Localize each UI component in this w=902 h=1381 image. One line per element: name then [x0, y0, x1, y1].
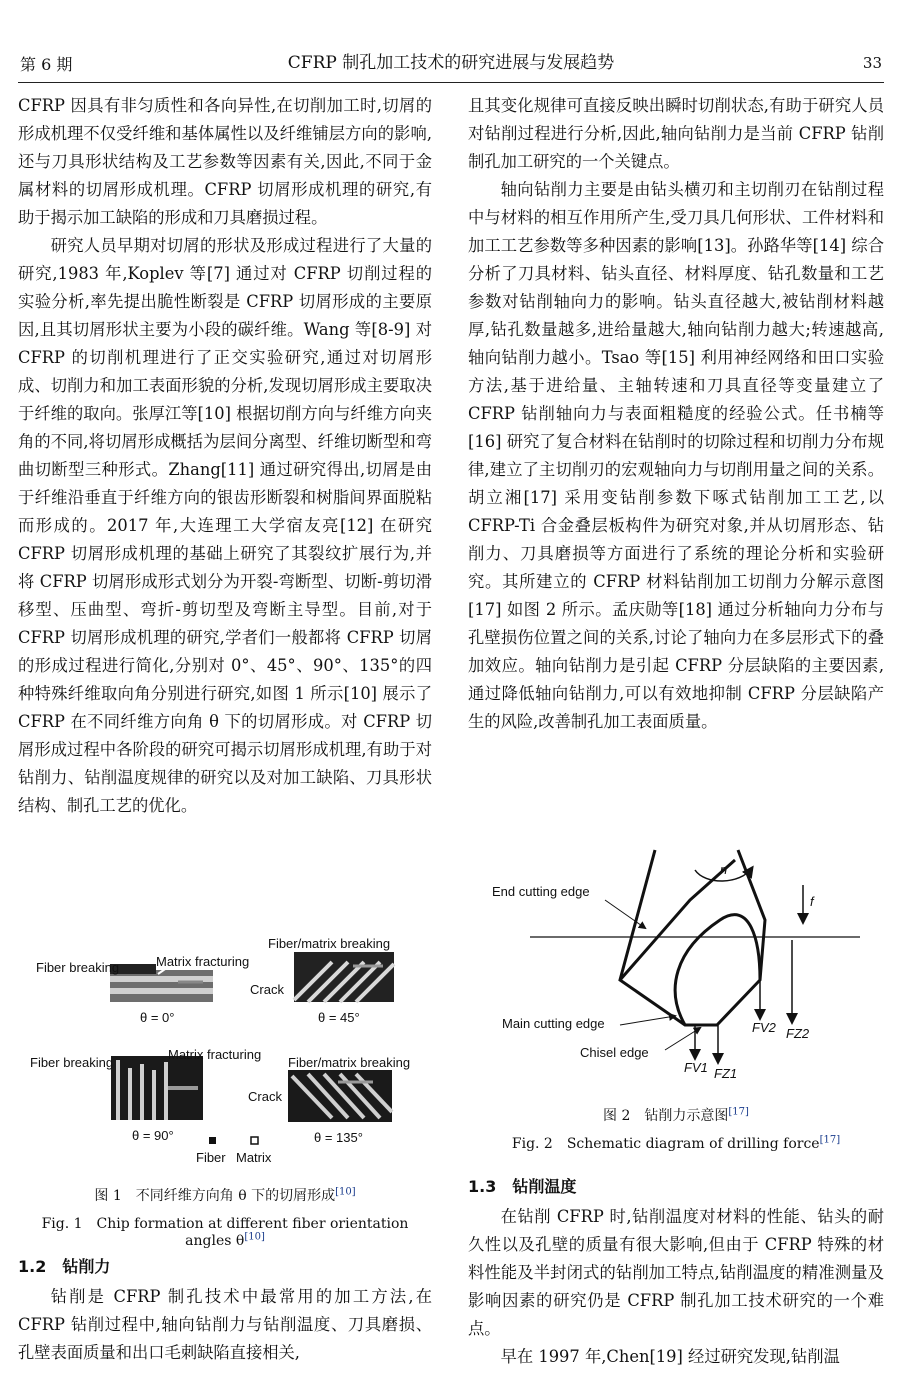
label-theta-90: θ = 90°: [132, 1128, 174, 1143]
journal-issue: 第 6 期: [20, 55, 73, 74]
left-column-top: [18, 92, 432, 820]
panel-theta-135: [288, 1070, 392, 1122]
label-matrix-fracturing-0: Matrix fracturing: [156, 954, 250, 969]
label-fiber-matrix-breaking-45: Fiber/matrix breaking: [268, 936, 391, 951]
label-fiber-breaking-0: Fiber breaking: [36, 960, 120, 975]
right-paragraph-2: 轴向钻削力主要是由钻头横刃和主切削刃在钻削过程中与材料的相互作用所产生,受刀具几何形状、工件材料和加工工艺参数等多种因素的影响[13]。孙路华等[14] 综合分析了刀具材料、钻头直径、材料厚度、钻孔数量和工艺参数对钻削轴向力的影响。钻头直径越大,被钻削材料越厚,钻孔数量越多,进给量越大,轴向钻削力越大;转速越高,轴向钻削力越小。Tsao 等[15] 利用神经网络和田口实验方法,基于进给量、主轴转速和刀具直径等变量建立了 CFRP 钻削轴向力与表面粗糙度的经验公式。任书楠等[16] 研究了复合材料在钻削时的切除过程和切削力分布规律,建立了主切削刃的宏观轴向力与切削用量之间的关系。胡立湘[17] 采用变钻削参数下啄式钻削加工工艺,以 CFRP-Ti 合金叠层板构件为研究对象,并从切屑形态、钻削力、刀具磨损等方面进行了系统的理论分析和实验研究。其所建立的 CFRP 材料钻削加工切削力分解示意图[17] 如图 2 所示。孟庆勋等[18] 通过分析轴向力分布与孔壁损伤位置之间的关系,讨论了轴向力在多层形式下的叠加效应。轴向钻削力是引起 CFRP 分层缺陷的主要因素,通过降低轴向钻削力,可以有效地抑制 CFRP 分层缺陷产生的风险,改善制孔加工表面质量。: [468, 180, 884, 731]
label-fv1: FV1: [684, 1060, 708, 1075]
right-column-bottom: [468, 1174, 884, 1371]
right-column-top: [468, 92, 884, 736]
page-header: [20, 48, 882, 78]
label-theta-45: θ = 45°: [318, 1010, 360, 1025]
header-rule: [18, 82, 884, 83]
section-1-2-heading: 1.2 钻削力: [18, 1257, 111, 1276]
label-main-cutting-edge: Main cutting edge: [502, 1016, 605, 1031]
label-crack-45: Crack: [250, 982, 284, 997]
figure-1: [18, 930, 432, 1170]
page-number: 33: [862, 54, 882, 72]
label-rotation-n: n: [720, 862, 728, 877]
figure-1-caption-en: Fig. 1 Chip formation at different fiber orientation angles θ[10]: [41, 1216, 409, 1249]
section-1-3-heading: 1.3 钻削温度: [468, 1177, 577, 1196]
label-chisel-edge: Chisel edge: [580, 1045, 649, 1060]
label-fz1: FZ1: [714, 1066, 738, 1081]
label-theta-0: θ = 0°: [140, 1010, 175, 1025]
label-fz2: FZ2: [786, 1026, 810, 1041]
label-fiber-breaking-90: Fiber breaking: [30, 1055, 114, 1070]
right-paragraph-3: 在钻削 CFRP 时,钻削温度对材料的性能、钻头的耐久性以及孔壁的质量有很大影响,但由于 CFRP 特殊的材料性能及半封闭式的钻削加工特点,钻削温度的精准测量及影响因素的研究仍是 CFRP 制孔加工技术研究的一个难点。: [468, 1207, 884, 1338]
legend-matrix-label: Matrix: [236, 1150, 272, 1165]
figure-2-caption-en: Fig. 2 Schematic diagram of drilling force[17]: [511, 1134, 841, 1152]
right-paragraph-1: 且其变化规律可直接反映出瞬时切削状态,有助于研究人员对钻削过程进行分析,因此,轴向钻削力是当前 CFRP 钻削制孔加工研究的一个关键点。: [468, 96, 884, 171]
label-fv2: FV2: [752, 1020, 776, 1035]
left-paragraph-3: 钻削是 CFRP 制孔技术中最常用的加工方法,在 CFRP 钻削过程中,轴向钻削力与钻削温度、刀具磨损、孔壁表面质量和出口毛刺缺陷直接相关,: [18, 1287, 432, 1362]
left-column-bottom: [18, 1254, 432, 1367]
legend-fiber-swatch: [209, 1137, 216, 1144]
label-theta-135: θ = 135°: [314, 1130, 363, 1145]
panel-theta-45: [294, 952, 394, 1002]
label-end-cutting-edge: End cutting edge: [492, 884, 590, 899]
label-fiber-matrix-breaking-135: Fiber/matrix breaking: [288, 1055, 411, 1070]
legend-fiber-label: Fiber: [196, 1150, 226, 1165]
left-paragraph-1: CFRP 因具有非匀质性和各向异性,在切削加工时,切屑的形成机理不仅受纤维和基体属性以及纤维铺层方向的影响,还与刀具形状结构及工艺参数等因素有关,因此,不同于金属材料的切屑形成机理。CFRP 切屑形成机理的研究,有助于揭示加工缺陷的形成和刀具磨损过程。: [18, 96, 432, 227]
left-paragraph-2: 研究人员早期对切屑的形状及形成过程进行了大量的研究,1983 年,Koplev 等[7] 通过对 CFRP 切削过程的实验分析,率先提出脆性断裂是 CFRP 切屑形成的主要原因,且其切屑形状主要为小段的碳纤维。Wang 等[8-9] 对 CFRP 的切削机理进行了正交实验研究,通过对切屑形成、切削力和加工表面形貌的分析,发现切屑形成主要取决于纤维的取向。张厚江等[10] 根据切削方向与纤维方向夹角的不同,将切屑形成概括为层间分离型、纤维切断型和弯曲切断型三种形式。Zhang[11] 通过研究得出,切屑是由于纤维沿垂直于纤维方向的银齿形断裂和树脂间界面脱粘而形成的。2017 年,大连理工大学宿友亮[12] 在研究 CFRP 切屑形成机理的基础上研究了其裂纹扩展行为,并将 CFRP 切屑形成形式划分为开裂-弯断型、切断-剪切滑移型、压曲型、弯折-剪切型及弯断主导型。目前,对于 CFRP 切屑形成机理的研究,学者们一般都将 CFRP 切屑的形成过程进行简化,分别对 0°、45°、90°、135°的四种特殊纤维取向角分别进行研究,如图 1 所示[10] 展示了 CFRP 在不同纤维方向角 θ 下的切屑形成。对 CFRP 切屑形成过程中各阶段的研究可揭示切屑形成机理,有助于对钻削力、钻削温度规律的研究以及对加工缺陷、刀具形状结构、制孔工艺的优化。: [18, 236, 432, 815]
right-paragraph-4: 早在 1997 年,Chen[19] 经过研究发现,钻削温: [500, 1347, 840, 1366]
panel-theta-90: [111, 1056, 203, 1120]
legend-matrix-swatch: [251, 1137, 258, 1144]
figure-2-graphic: [480, 840, 870, 1090]
label-matrix-fracturing-90: Matrix fracturing: [168, 1047, 262, 1062]
figure-2-caption-cn: 图 2 钻削力示意图[17]: [603, 1106, 749, 1124]
figure-1-caption-cn: 图 1 不同纤维方向角 θ 下的切屑形成[10]: [94, 1186, 356, 1204]
label-crack-135: Crack: [248, 1089, 282, 1104]
running-title: CFRP 制孔加工技术的研究进展与发展趋势: [287, 53, 615, 73]
label-feed-f: f: [810, 894, 814, 909]
figure-2: [480, 840, 870, 1090]
